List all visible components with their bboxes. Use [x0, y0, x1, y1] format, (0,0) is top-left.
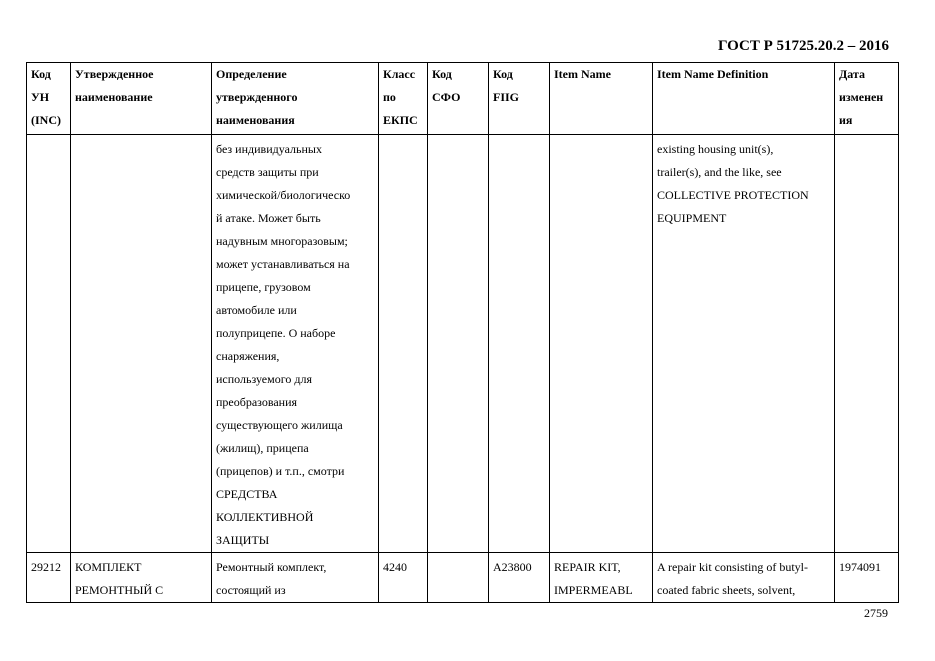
- col-header-approved-name: [71, 63, 212, 135]
- col-header-inc: [27, 63, 71, 135]
- text-line: средств защиты при: [216, 165, 319, 179]
- text-line: СФО: [432, 90, 461, 104]
- cell-class: [379, 553, 428, 603]
- text-line: полуприцепе. О наборе: [216, 326, 336, 340]
- text-line: A repair kit consisting of butyl-: [657, 560, 808, 574]
- cell-item-name-definition: [653, 553, 835, 603]
- col-header-item-name-definition: [653, 63, 835, 135]
- text-line: EQUIPMENT: [657, 211, 727, 225]
- col-header-definition: [212, 63, 379, 135]
- text-line: изменен: [839, 90, 884, 104]
- cell-sfo-code: [428, 553, 489, 603]
- cell-inc: [27, 135, 71, 553]
- text-line: состоящий из: [216, 583, 286, 597]
- text-line: автомобиле или: [216, 303, 297, 317]
- text-line: Дата: [839, 67, 865, 81]
- cell-item-name: [550, 553, 653, 603]
- text-line: надувным многоразовым;: [216, 234, 348, 248]
- col-header-class: [379, 63, 428, 135]
- table-row: [27, 553, 899, 603]
- text-line: Класс: [383, 67, 416, 81]
- text-line: утвержденного: [216, 90, 298, 104]
- text-line: Определение: [216, 67, 287, 81]
- text-line: прицепе, грузовом: [216, 280, 311, 294]
- text-line: trailer(s), and the like, see: [657, 165, 782, 179]
- cell-definition: [212, 553, 379, 603]
- table-header-row: [27, 63, 899, 135]
- cell-change-date: [835, 553, 899, 603]
- text-line: Код: [493, 67, 513, 81]
- text-line: используемого для: [216, 372, 312, 386]
- cell-inc: [27, 553, 71, 603]
- text-line: 1974091: [839, 560, 881, 574]
- cell-approved-name: [71, 135, 212, 553]
- text-line: (прицепов) и т.п., смотри: [216, 464, 345, 478]
- text-line: химической/биологическо: [216, 188, 351, 202]
- text-line: A23800: [493, 560, 532, 574]
- text-line: наименование: [75, 90, 153, 104]
- catalog-table: [26, 62, 899, 603]
- text-line: Ремонтный комплект,: [216, 560, 327, 574]
- text-line: 29212: [31, 560, 61, 574]
- text-line: coated fabric sheets, solvent,: [657, 583, 796, 597]
- text-line: преобразования: [216, 395, 298, 409]
- text-line: РЕМОНТНЫЙ С: [75, 583, 164, 597]
- text-line: (жилищ), прицепа: [216, 441, 309, 455]
- text-line: Код: [432, 67, 452, 81]
- text-line: КОЛЛЕКТИВНОЙ: [216, 510, 314, 524]
- col-header-change-date: [835, 63, 899, 135]
- text-line: COLLECTIVE PROTECTION: [657, 188, 809, 202]
- text-line: может устанавливаться на: [216, 257, 350, 271]
- text-line: REPAIR KIT,: [554, 560, 621, 574]
- text-line: ЕКПС: [383, 113, 418, 127]
- table-row: [27, 135, 899, 553]
- text-line: наименования: [216, 113, 295, 127]
- text-line: FIIG: [493, 90, 520, 104]
- text-line: КОМПЛЕКТ: [75, 560, 142, 574]
- text-line: без индивидуальных: [216, 142, 322, 156]
- text-line: й атаке. Может быть: [216, 211, 321, 225]
- text-line: ЗАЩИТЫ: [216, 533, 270, 547]
- cell-approved-name: [71, 553, 212, 603]
- text-line: по: [383, 90, 396, 104]
- text-line: ия: [839, 113, 853, 127]
- text-line: Код: [31, 67, 51, 81]
- col-header-item-name: [550, 63, 653, 135]
- cell-fiig-code: [489, 553, 550, 603]
- col-header-sfo-code: [428, 63, 489, 135]
- text-line: снаряжения,: [216, 349, 280, 363]
- text-line: Item Name: [554, 67, 611, 81]
- text-line: IMPERMEABL: [554, 583, 633, 597]
- col-header-fiig-code: [489, 63, 550, 135]
- text-line: Утвержденное: [75, 67, 154, 81]
- cell-change-date: [835, 135, 899, 553]
- page-number: 2759: [864, 606, 888, 620]
- text-line: существующего жилища: [216, 418, 343, 432]
- text-line: (INC): [31, 113, 61, 127]
- cell-definition: [212, 135, 379, 553]
- cell-item-name-definition: [653, 135, 835, 553]
- cell-class: [379, 135, 428, 553]
- cell-fiig-code: [489, 135, 550, 553]
- text-line: 4240: [383, 560, 407, 574]
- text-line: УН: [31, 90, 50, 104]
- cell-sfo-code: [428, 135, 489, 553]
- text-line: existing housing unit(s),: [657, 142, 774, 156]
- text-line: СРЕДСТВА: [216, 487, 278, 501]
- cell-item-name: [550, 135, 653, 553]
- text-line: Item Name Definition: [657, 67, 769, 81]
- document-header: ГОСТ Р 51725.20.2 – 2016: [717, 38, 889, 54]
